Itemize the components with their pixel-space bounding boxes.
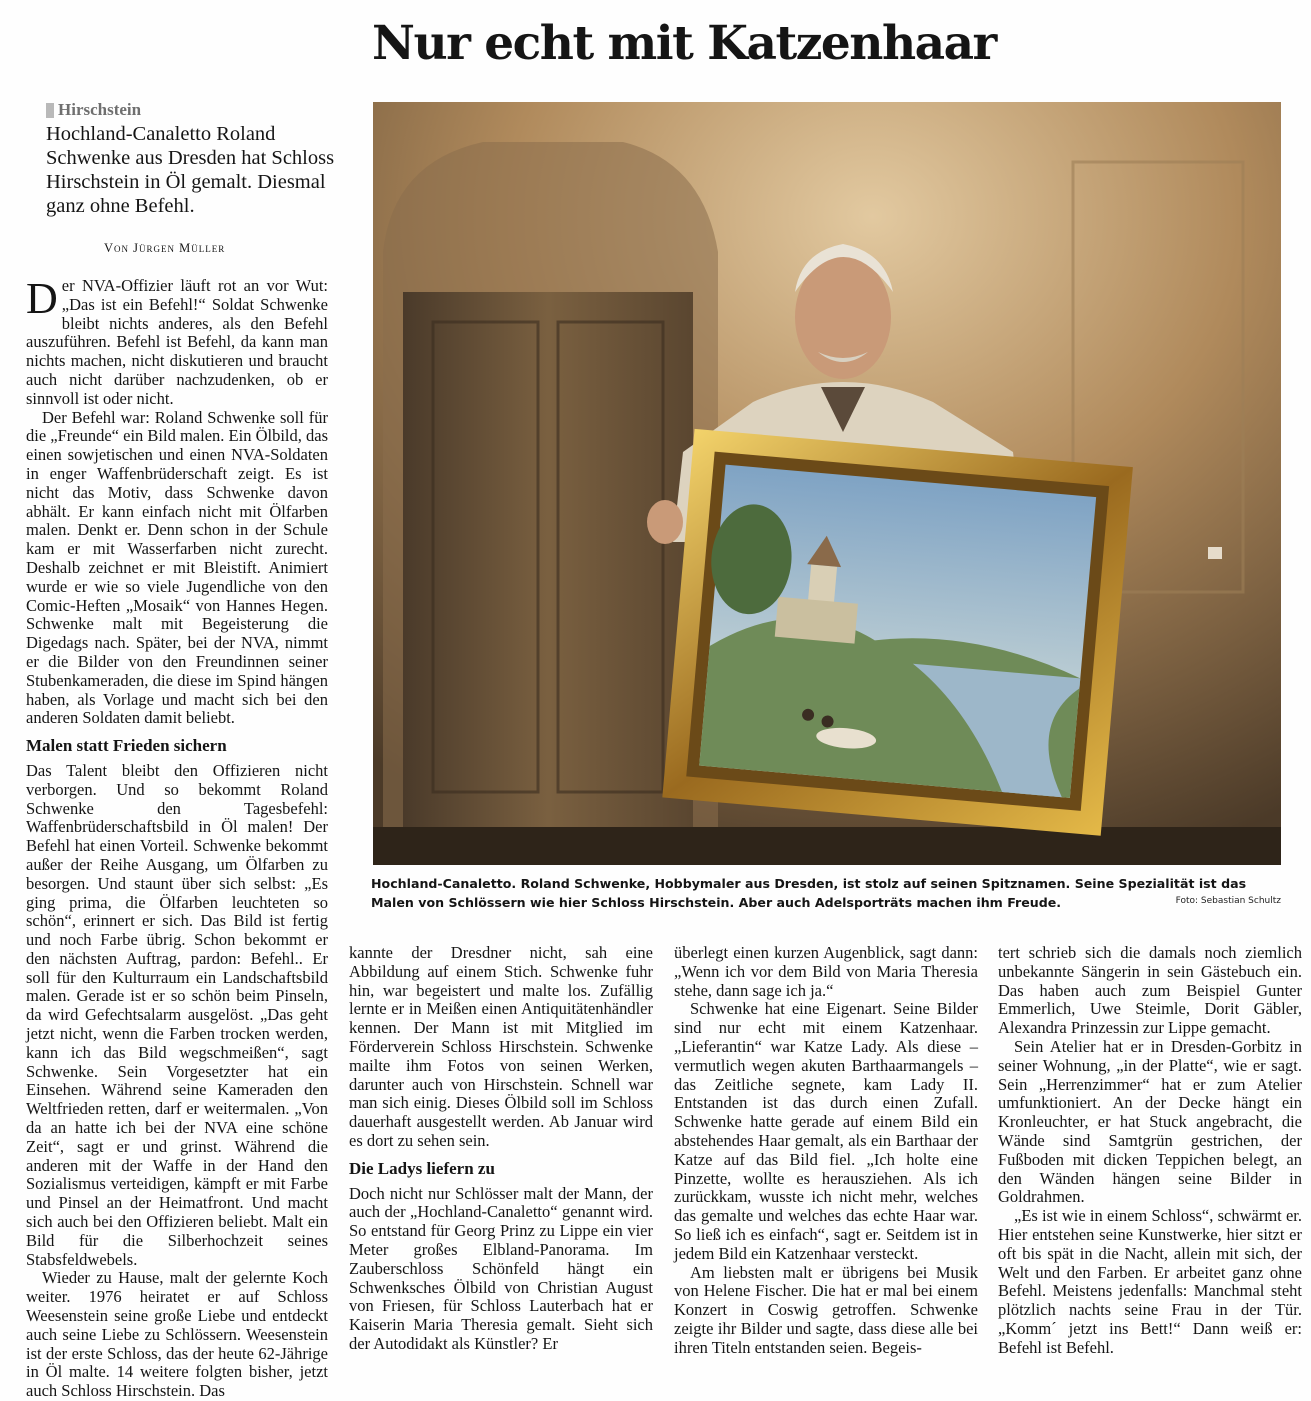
dateline-marker — [46, 103, 54, 118]
paragraph: überlegt einen kurzen Augenblick, sagt dann: „Wenn ich vor dem Bild von Maria Theresia stehe, dann sage ich ja.“ — [674, 943, 978, 1000]
paragraph-text: er NVA-Offizier läuft rot an vor Wut: „Das ist ein Befehl!“ Soldat Schwenke bleibt nichts anderes, als den Befehl auszuführen. Befehl ist Befehl, da kann man nichts machen, nicht diskutieren und braucht auch nicht darüber nachzudenken, ob er sinnvoll ist oder nicht. — [26, 276, 328, 408]
dateline-text: Hirschstein — [58, 100, 142, 119]
paragraph: Wieder zu Hause, malt der gelernte Koch weiter. 1976 heiratet er auf Schloss Weesenstein seine große Liebe und entdeckt auch seine Liebe zu Schlössern. Weesenstein ist der erste Schloss, das der heute 62-Jährige in Öl malte. 14 weitere folgten bisher, jetzt auch Schloss Hirschstein. Das — [26, 1268, 328, 1401]
paragraph: Doch nicht nur Schlösser malt der Mann, der auch der „Hochland-Canaletto“ genannt wird. So entstand für Georg Prinz zu Lippe ein vier Meter großes Elbland-Panorama. Im Zauberschloss Schönfeld hängt ein Schwenksches Ölbild von Christian August von Friesen, für Schloss Lauterbach hat er Kaiserin Maria Theresia gemalt. Sieht sich der Autodidakt als Künstler? Er — [349, 1183, 653, 1353]
paragraph: Das Talent bleibt den Offizieren nicht verborgen. Und so bekommt Roland Schwenke den Tagesbefehl: Waffenbrüderschaftsbild in Öl malen! Der Befehl hat einen Vorteil. Schwenke bekommt außer der Reihe Ausgang, um Ölfarben zu besorgen. Und staunt über sich selbst: „Es ging prima, die Ölfarben leuchteten so schön“, erinnert er sich. Das Bild ist fertig und noch Farbe übrig. Schon bekommt er den nächsten Auftrag, pardon: Befehl.. Er soll für den Kulturraum ein Landschaftsbild malen. Gerade ist er so schön beim Pinseln, da wird Gefechtsalarm ausgelöst. „Das geht jetzt nicht, wenn die Farben trocken werden, kann ich das Bild wegschmeißen“, sagt Schwenke. Sein Vorgesetzter hat ein Einsehen. Während seine Kameraden den Weltfrieden retten, darf er weitermalen. „Von da an hatte ich bei der NVA eine schöne Zeit“, sagt er und grinst. Während die anderen mit der Waffe in der Hand den Sozialismus verteidigen, kämpft er mit Farbe und Pinsel an der Heimatfront. Und macht sich auch bei den Offizieren beliebt. Malt ein Bild für die Silberhochzeit seines Stabsfeldwebels. — [26, 760, 328, 1269]
photo-credit: Foto: Sebastian Schultz — [1175, 896, 1281, 906]
drop-cap: D — [26, 274, 58, 323]
paragraph: Schwenke hat eine Eigenart. Seine Bilder sind nur echt mit einem Katzenhaar. „Lieferantin“ war Katze Lady. Als diese – vermutlich wegen akuten Barthaarmangels – das Zeitliche segnete, kam Lady II. Entstanden ist das durch einen Zufall. Schwenke hatte gerade auf einem Bild ein abstehendes Haar gemalt, als ein Barthaar der Katze auf das Bild fiel. „Ich holte eine Pinzette, wollte es herausziehen. Als ich zurückkam, wusste ich nicht mehr, welches das gemalte und welches das echte Haar war. So ließ ich es einfach“, sagt er. Seitdem ist in jedem Bild ein Katzenhaar versteckt. — [674, 999, 978, 1263]
photo-illustration — [373, 102, 1281, 865]
article-column-2 — [349, 943, 653, 1353]
article-column-4 — [998, 943, 1302, 1357]
article-column-3 — [674, 943, 978, 1357]
dateline — [46, 100, 346, 120]
paragraph: Am liebsten malt er übrigens bei Musik von Helene Fischer. Die hat er mal bei einem Konzert in Coswig getroffen. Schwenke zeigte ihr Bilder und sagte, dass diese alle bei ihren Titeln entstanden seien. Begeis- — [674, 1262, 978, 1357]
paragraph: kannte der Dresdner nicht, sah eine Abbildung auf einem Stich. Schwenke fuhr hin, war begeistert und malte los. Zufällig lernte er in Meißen einen Antiquitätenhändler kennen. Der Mann ist mit Mitglied im Förderverein Schloss Hirschstein. Schwenke mailte ihm Fotos von seinen Werken, darunter auch von Hirschstein. Schnell war man sich einig. Dieses Ölbild soll im Schloss dauerhaft ausgestellt werden. Ab Januar wird es dort zu sehen sein. — [349, 943, 653, 1150]
byline: Von Jürgen Müller — [104, 241, 226, 255]
standfirst: Hochland-Canaletto Roland Schwenke aus Dresden hat Schloss Hirschstein in Öl gemalt. Diesmal ganz ohne Befehl. — [46, 123, 335, 217]
photo — [373, 102, 1281, 865]
subhead: Die Ladys liefern zu — [349, 1158, 495, 1178]
paragraph — [26, 274, 328, 409]
subhead: Malen statt Frieden sichern — [26, 736, 227, 756]
paragraph: „Es ist wie in einem Schloss“, schwärmt er. Hier entstehen seine Kunstwerke, hier sitzt er oft bis spät in die Nacht, allein mit sich, der Welt und den Farben. Er arbeitet ganz ohne Befehl. Meistens jedenfalls: Manchmal steht plötzlich nachts seine Frau in der Tür. „Komm´ jetzt ins Bett!“ Dann weiß er: Befehl ist Befehl. — [998, 1206, 1302, 1357]
paragraph: tert schrieb sich die damals noch ziemlich unbekannte Sängerin in sein Gästebuch ein. Das haben auch zum Beispiel Gunter Emmerlich, Uwe Steimle, Dorit Gäbler, Alexandra Prinzessin zur Lippe gemacht. — [998, 943, 1302, 1038]
article-column-1 — [26, 274, 328, 1401]
kicker — [46, 100, 346, 218]
paragraph: Der Befehl war: Roland Schwenke soll für die „Freunde“ ein Bild malen. Ein Ölbild, das einen sowjetischen und einen NVA-Soldaten in enger Waffenbrüderschaft zeigt. Es ist nicht das Motiv, dass Schwenke davon abhält. Er kann einfach nicht mit Ölfarben malen. Denkt er. Denn schon in der Schule kam er mit Wasserfarben nicht zurecht. Deshalb zeichnet er mit Bleistift. Animiert wurde er wie so viele Jugendliche von den Comic-Heften „Mosaik“ von Hannes Hegen. Schwenke malt mit Begeisterung die Digedags nach. Später, bei der NVA, nimmt er die Bilder von den Freundinnen seiner Stubenkameraden, die diese im Spind hängen haben, als Vorlage und macht sich bei den anderen Soldaten damit beliebt. — [26, 407, 328, 728]
headline: Nur echt mit Katzenhaar — [372, 16, 996, 71]
photo-caption: Hochland-Canaletto. Roland Schwenke, Hobbymaler aus Dresden, ist stolz auf seinen Spitznamen. Seine Spezialität ist das Malen von Schlössern wie hier Schloss Hirschstein. Aber auch Adelsporträts machen ihm Freude. — [371, 876, 1247, 910]
paragraph: Sein Atelier hat er in Dresden-Gorbitz in seiner Wohnung, „in der Platte“, wie er sagt. Sein „Herrenzimmer“ hat er zum Atelier umfunktioniert. An der Decke hängt ein Kronleuchter, er hat Stuck angebracht, die Wände sind Samtgrün gestrichen, der Fußboden mit dicken Teppichen belegt, an den Wänden hängen seine Bilder in Goldrahmen. — [998, 1036, 1302, 1207]
